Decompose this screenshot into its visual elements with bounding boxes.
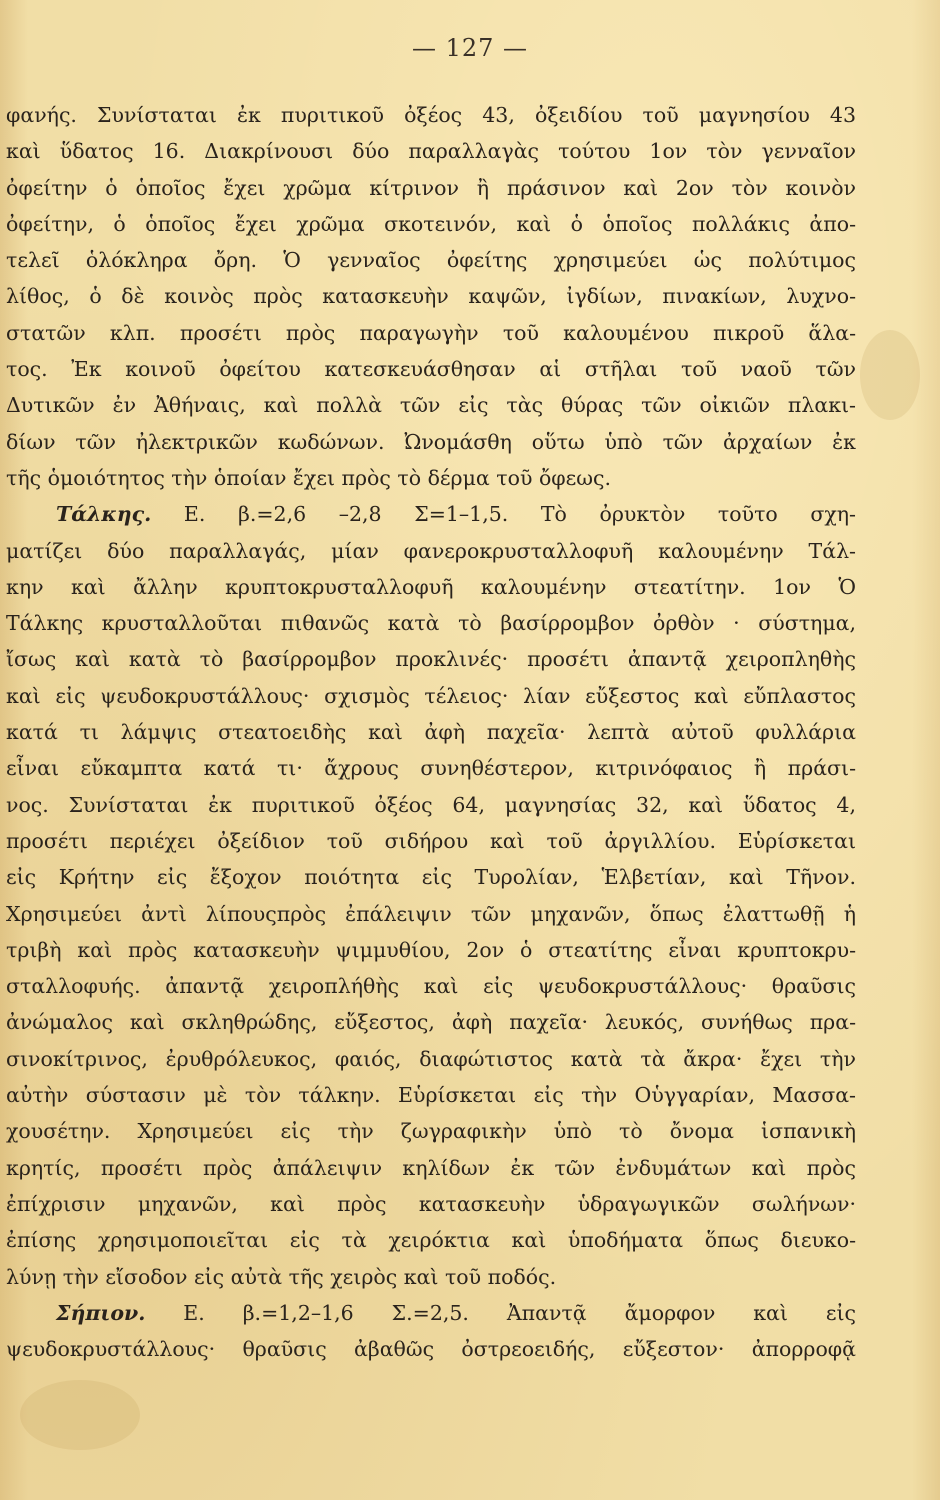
text-line: χουσέτην. Χρησιμεύει εἰς τὴν ζωγραφικὴν ὑπὸ τὸ ὄνομα ἱσπανικὴ [6, 1119, 856, 1144]
text-line: κρητίς, προσέτι πρὸς ἀπάλειψιν κηλίδων ἐκ τῶν ἐνδυμάτων καὶ πρὸς [6, 1155, 856, 1180]
sipion-properties: Ε. β.=1,2–1,6 Σ.=2,5. Ἀπαντᾷ ἄμορφον καὶ εἰς [183, 1300, 856, 1325]
text-line: νος. Συνίσταται ἐκ πυριτικοῦ ὀξέος 64, μαγνησίας 32, καὶ ὕδατος 4, [6, 792, 856, 817]
text-line: ἐπίσης χρησιμοποιεῖται εἰς τὰ χειρόκτια καὶ ὑποδήματα ὅπως διευκο- [6, 1228, 856, 1253]
term-talkis: Τάλκης. [56, 502, 152, 527]
text-line: ἴσως καὶ κατὰ τὸ βασίρρομβον προκλινές· προσέτι ἀπαντᾷ χειροπληθὴς [6, 647, 856, 672]
text-line: τος. Ἐκ κοινοῦ ὀφείτου κατεσκευάσθησαν αἱ στῆλαι τοῦ ναοῦ τῶν [6, 357, 856, 382]
text-line: τριβὴ καὶ πρὸς κατασκευὴν ψιμμυθίου, 2ον ὁ στεατίτης εἶναι κρυπτοκρυ- [6, 937, 856, 962]
text-line: Χρησιμεύει ἀντὶ λίπουςπρὸς ἐπάλειψιν τῶν μηχανῶν, ὅπως ἐλαττωθῇ ἡ [6, 901, 856, 926]
text-line: δίων τῶν ἠλεκτρικῶν κωδώνων. Ὠνομάσθη οὕτω ὑπὸ τῶν ἀρχαίων ἐκ [6, 429, 856, 454]
text-line: Τάλκης κρυσταλλοῦται πιθανῶς κατὰ τὸ βασίρρομβον ὀρθὸν · σύστημα, [6, 611, 856, 636]
text-line: ἐπίχρισιν μηχανῶν, καὶ πρὸς κατασκευὴν ὑδραγωγικῶν σωλήνων· [6, 1191, 856, 1216]
text-line: φανής. Συνίσταται ἐκ πυριτικοῦ ὀξέος 43, ὀξειδίου τοῦ μαγνησίου 43 [6, 103, 856, 127]
text-line: ὀφείτην, ὁ ὁποῖος ἔχει χρῶμα σκοτεινόν, καὶ ὁ ὁποῖος πολλάκις ἀπο- [6, 211, 856, 236]
text-line: Δυτικῶν ἐν Ἀθήναις, καὶ πολλὰ τῶν εἰς τὰς θύρας τῶν οἰκιῶν πλακι- [6, 393, 856, 418]
text-line: κατά τι λάμψις στεατοειδὴς καὶ ἀφὴ παχεῖα· λεπτὰ αὐτοῦ φυλλάρια [6, 720, 856, 745]
paper-stain [20, 1380, 140, 1450]
term-sipion: Σήπιον. [56, 1300, 146, 1325]
text-line: στατῶν κλπ. προσέτι πρὸς παραγωγὴν τοῦ καλουμένου πικροῦ ἅλα- [6, 320, 856, 345]
page-body [6, 97, 856, 1367]
page-number: — 127 — [411, 34, 529, 62]
text-line: αὐτὴν σύστασιν μὲ τὸν τάλκην. Εὑρίσκεται εἰς τὴν Οὑγγαρίαν, Μασσα- [6, 1083, 856, 1108]
text-line: τῆς ὁμοιότητος τὴν ὁποίαν ἔχει πρὸς τὸ δέρμα τοῦ ὄφεως. [6, 465, 611, 490]
text-line: προσέτι περιέχει ὀξείδιον τοῦ σιδήρου καὶ τοῦ ἀργιλλίου. Εὑρίσκεται [6, 828, 856, 853]
section-talc-heading-line [6, 496, 856, 532]
text-line: σινοκίτρινος, ἐρυθρόλευκος, φαιός, διαφώτιστος κατὰ τὰ ἄκρα· ἔχει τὴν [6, 1046, 856, 1071]
text-line: ἀνώμαλος καὶ σκληθρώδης, εὔξεστος, ἀφὴ παχεῖα· λευκός, συνήθως πρα- [6, 1010, 856, 1035]
text-line: εἶναι εὔκαμπτα κατά τι· ἄχρους συνηθέστερον, κιτρινόφαιος ἢ πράσι- [6, 756, 856, 781]
text-line: κην καὶ ἄλλην κρυπτοκρυσταλλοφυῆ καλουμένην στεατίτην. 1ον Ὁ [6, 574, 856, 599]
text-line: ὀφείτην ὁ ὁποῖος ἔχει χρῶμα κίτρινον ἢ πράσινον καὶ 2ον τὸν κοινὸν [6, 175, 856, 200]
text-line: ψευδοκρυστάλλους· θραῦσις ἀβαθῶς ὀστρεοειδής, εὔξεστον· ἀπορροφᾷ [6, 1337, 856, 1362]
text-line: καὶ ὕδατος 16. Διακρίνουσι δύο παραλλαγὰς τούτου 1ον τὸν γενναῖον [6, 139, 856, 164]
text-line: ματίζει δύο παραλλαγάς, μίαν φανεροκρυσταλλοφυῆ καλουμένην Τάλ- [6, 538, 856, 563]
text-line: τελεῖ ὁλόκληρα ὄρη. Ὁ γενναῖος ὀφείτης χρησιμεύει ὡς πολύτιμος [6, 248, 856, 273]
text-line: σταλλοφυής. ἀπαντᾷ χειροπλήθὴς καὶ εἰς ψευδοκρυστάλλους· θραῦσις [6, 974, 856, 999]
text-line: καὶ εἰς ψευδοκρυστάλλους· σχισμὸς τέλειος· λίαν εὔξεστος καὶ εὔπλαστος [6, 683, 856, 708]
text-line: λύνῃ τὴν εἴσοδον εἰς αὐτὰ τῆς χειρὸς καὶ τοῦ ποδός. [6, 1264, 557, 1289]
section-sipion-heading-line [6, 1295, 856, 1331]
text-line: λίθος, ὁ δὲ κοινὸς πρὸς κατασκευὴν καψῶν, ἰγδίων, πινακίων, λυχνο- [6, 284, 856, 309]
paper-stain [860, 330, 920, 420]
text-line: εἰς Κρήτην εἰς ἔξοχον ποιότητα εἰς Τυρολίαν, Ἑλβετίαν, καὶ Τῆνον. [6, 865, 856, 890]
talc-properties: Ε. β.=2,6 –2,8 Σ=1–1,5. Τὸ ὀρυκτὸν τοῦτο σχη- [183, 502, 856, 527]
